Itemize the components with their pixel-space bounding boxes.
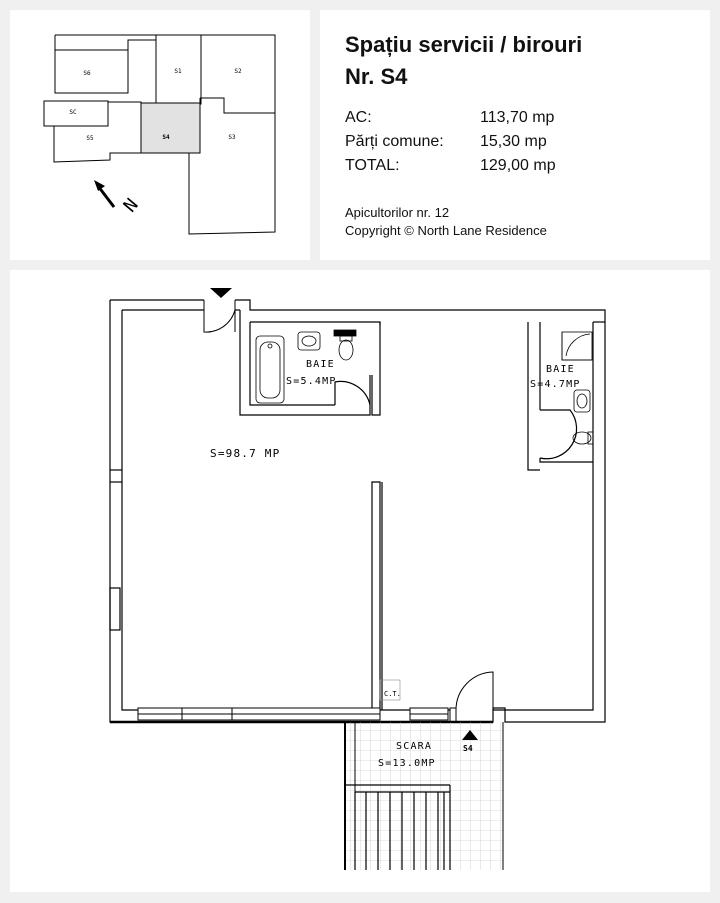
address-text: Apicultorilor nr. 12 xyxy=(345,205,450,220)
key-unit-s5-outline xyxy=(54,102,141,162)
floor-plan-diagram xyxy=(10,270,710,892)
key-label-s5: S5 xyxy=(86,135,94,142)
bathroom1-name: BAIE xyxy=(306,359,335,370)
bathroom2-walls xyxy=(528,322,593,470)
bathroom1-door xyxy=(335,381,370,405)
key-label-s4: S4 xyxy=(162,134,170,141)
key-label-s1: S1 xyxy=(174,68,182,75)
area-row-total xyxy=(345,157,556,175)
toilet-icon xyxy=(339,340,353,360)
unit-entry-label: S4 xyxy=(463,744,473,753)
shower-icon xyxy=(562,332,592,360)
north-arrow-icon xyxy=(94,180,143,216)
copyright-text: Copyright © North Lane Residence xyxy=(345,223,547,238)
main-room-area: S=98.7 MP xyxy=(210,447,281,460)
outer-walls xyxy=(110,300,605,722)
unit-type-title: Spațiu servicii / birouri xyxy=(345,32,583,57)
area-value: 113,70 mp xyxy=(480,109,555,126)
unit-number-title: Nr. S4 xyxy=(345,64,408,89)
ct-label: C.T. xyxy=(384,690,401,698)
key-label-s6: S6 xyxy=(83,70,91,77)
floor-plan-panel xyxy=(10,270,710,892)
bathroom1-area: S=5.4MP xyxy=(286,376,337,387)
bathroom2-door xyxy=(540,410,577,459)
area-label: AC: xyxy=(345,109,372,126)
boiler-icon xyxy=(334,330,356,336)
entrance-arrow-icon xyxy=(210,288,232,298)
area-label: Părți comune: xyxy=(345,133,444,150)
key-label-s2: S2 xyxy=(234,68,242,75)
key-label-sc: SC xyxy=(69,109,77,116)
bathroom2-name: BAIE xyxy=(546,364,575,375)
key-label-s3: S3 xyxy=(228,134,236,141)
key-unit-s3-outline xyxy=(189,98,275,234)
stair-area: S=13.0MP xyxy=(378,758,436,769)
area-row-common xyxy=(345,133,547,151)
stair-name: SCARA xyxy=(396,741,433,752)
key-plan-diagram xyxy=(10,10,310,260)
area-label: TOTAL: xyxy=(345,157,400,174)
area-row-ac xyxy=(345,109,555,127)
entrance-door-bottom xyxy=(450,672,493,722)
sink2-icon xyxy=(574,390,590,412)
key-unit-s4-outline xyxy=(141,103,200,153)
info-panel xyxy=(320,10,710,260)
entrance-door-top xyxy=(204,288,235,332)
area-value: 15,30 mp xyxy=(480,133,547,150)
bathroom2-area: S=4.7MP xyxy=(530,379,581,390)
key-plan-panel xyxy=(10,10,310,260)
key-unit-s6-outline xyxy=(55,35,156,93)
north-label: N xyxy=(119,194,143,217)
sink-icon xyxy=(298,332,320,350)
area-value: 129,00 mp xyxy=(480,157,556,174)
